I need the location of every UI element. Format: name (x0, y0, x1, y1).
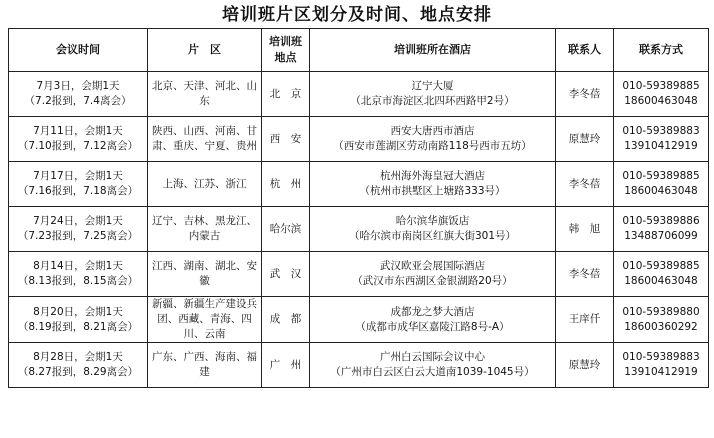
hotel-name: 广州白云国际会议中心 (380, 351, 485, 363)
hotel-cell (310, 252, 556, 297)
region-cell: 陕西、山西、河南、甘肃、重庆、宁夏、贵州 (148, 117, 262, 162)
meeting-period: （7.2报到，7.4离会） (24, 95, 132, 107)
contact-cell: 李冬蓓 (556, 252, 614, 297)
region-cell: 北京、天津、河北、山东 (148, 72, 262, 117)
phone-mobile: 18600463048 (624, 95, 698, 107)
region-cell: 新疆、新疆生产建设兵团、西藏、青海、四川、云南 (148, 297, 262, 343)
hotel-cell (310, 297, 556, 343)
location-cell: 成 都 (262, 297, 310, 343)
table-row (9, 207, 709, 252)
contact-cell: 李冬蓓 (556, 72, 614, 117)
region-cell: 辽宁、吉林、黑龙江、内蒙古 (148, 207, 262, 252)
meeting-period: （8.19报到，8.21离会） (17, 320, 139, 333)
table-row (9, 117, 709, 162)
header-location-line2: 地点 (274, 51, 297, 64)
region-cell: 广东、广西、海南、福建 (148, 343, 262, 388)
phone-mobile: 18600463048 (624, 185, 698, 197)
hotel-address: （哈尔滨市南岗区红旗大街301号） (348, 230, 517, 242)
contact-method-cell (614, 117, 709, 162)
hotel-name: 哈尔滨华旗饭店 (395, 215, 470, 227)
contact-method-cell (614, 252, 709, 297)
header-contact: 联系人 (556, 29, 614, 72)
document-title: 培训班片区划分及时间、地点安排 (222, 5, 492, 25)
phone-mobile: 13488706099 (624, 230, 698, 242)
meeting-time-cell (9, 162, 148, 207)
location-cell: 广 州 (262, 343, 310, 388)
table-row (9, 162, 709, 207)
location-cell: 北 京 (262, 72, 310, 117)
phone-office: 010-59389885 (622, 170, 700, 182)
hotel-name: 杭州海外海皇冠大酒店 (380, 170, 485, 182)
location-cell: 西 安 (262, 117, 310, 162)
contact-cell: 原慧玲 (556, 117, 614, 162)
phone-office: 010-59389880 (622, 305, 700, 318)
header-meeting-time: 会议时间 (9, 29, 148, 72)
hotel-cell (310, 343, 556, 388)
header-location (262, 29, 310, 72)
contact-cell: 原慧玲 (556, 343, 614, 388)
region-cell: 上海、江苏、浙江 (148, 162, 262, 207)
meeting-period: （8.13报到，8.15离会） (17, 275, 139, 287)
meeting-period: （7.23报到，7.25离会） (17, 230, 139, 242)
contact-cell: 韩 旭 (556, 207, 614, 252)
meeting-time-cell (9, 207, 148, 252)
hotel-cell (310, 162, 556, 207)
header-location-line1: 培训班 (269, 35, 302, 48)
meeting-date: 7月17日，会期1天 (33, 170, 123, 182)
hotel-address: （武汉市东西湖区金银湖路20号） (352, 275, 513, 287)
meeting-period: （8.27报到，8.29离会） (17, 366, 139, 378)
meeting-period: （7.16报到，7.18离会） (17, 185, 139, 197)
meeting-time-cell (9, 117, 148, 162)
hotel-address: （西安市莲湖区劳动南路118号西市五坊） (333, 140, 532, 152)
contact-method-cell (614, 72, 709, 117)
hotel-name: 辽宁大厦 (411, 80, 454, 92)
table-header-row (9, 29, 709, 72)
meeting-date: 8月20日，会期1天 (33, 305, 123, 318)
header-hotel: 培训班所在酒店 (310, 29, 556, 72)
hotel-name: 西安大唐西市酒店 (390, 125, 475, 137)
header-region: 片 区 (148, 29, 262, 72)
meeting-date: 7月24日，会期1天 (33, 215, 123, 227)
hotel-name: 武汉欧亚会展国际酒店 (380, 260, 485, 272)
schedule-table (8, 28, 709, 388)
hotel-cell (310, 207, 556, 252)
hotel-cell (310, 117, 556, 162)
phone-office: 010-59389883 (622, 351, 700, 363)
meeting-time-cell (9, 72, 148, 117)
table-row (9, 297, 709, 343)
phone-mobile: 18600360292 (624, 320, 698, 333)
table-body (9, 72, 709, 388)
table-row (9, 252, 709, 297)
contact-method-cell (614, 162, 709, 207)
hotel-address: （成都市成华区嘉陵江路8号-A） (355, 320, 510, 333)
location-cell: 哈尔滨 (262, 207, 310, 252)
phone-mobile: 13910412919 (624, 140, 698, 152)
meeting-date: 7月3日，会期1天 (36, 80, 120, 92)
phone-office: 010-59389885 (622, 260, 700, 272)
location-cell: 武 汉 (262, 252, 310, 297)
table-row (9, 72, 709, 117)
phone-office: 010-59389886 (622, 215, 700, 227)
phone-mobile: 13910412919 (624, 366, 698, 378)
meeting-date: 8月14日，会期1天 (33, 260, 123, 272)
phone-mobile: 18600463048 (624, 275, 698, 287)
region-cell: 江西、湖南、湖北、安徽 (148, 252, 262, 297)
meeting-time-cell (9, 297, 148, 343)
phone-office: 010-59389885 (622, 80, 700, 92)
meeting-date: 7月11日，会期1天 (33, 125, 123, 137)
hotel-address: （广州市白云区白云大道南1039-1045号） (330, 366, 535, 378)
phone-office: 010-59389883 (622, 125, 700, 137)
table-row (9, 343, 709, 388)
hotel-address: （北京市海淀区北四环西路甲2号） (350, 95, 515, 107)
contact-cell: 李冬蓓 (556, 162, 614, 207)
contact-cell: 王庠仟 (556, 297, 614, 343)
contact-method-cell (614, 207, 709, 252)
meeting-period: （7.10报到，7.12离会） (17, 140, 139, 152)
hotel-address: （杭州市拱墅区上塘路333号） (359, 185, 506, 197)
contact-method-cell (614, 297, 709, 343)
location-cell: 杭 州 (262, 162, 310, 207)
meeting-date: 8月28日，会期1天 (33, 351, 123, 363)
hotel-name: 成都龙之梦大酒店 (390, 305, 475, 318)
contact-method-cell (614, 343, 709, 388)
meeting-time-cell (9, 252, 148, 297)
header-contact-method: 联系方式 (614, 29, 709, 72)
hotel-cell (310, 72, 556, 117)
meeting-time-cell (9, 343, 148, 388)
